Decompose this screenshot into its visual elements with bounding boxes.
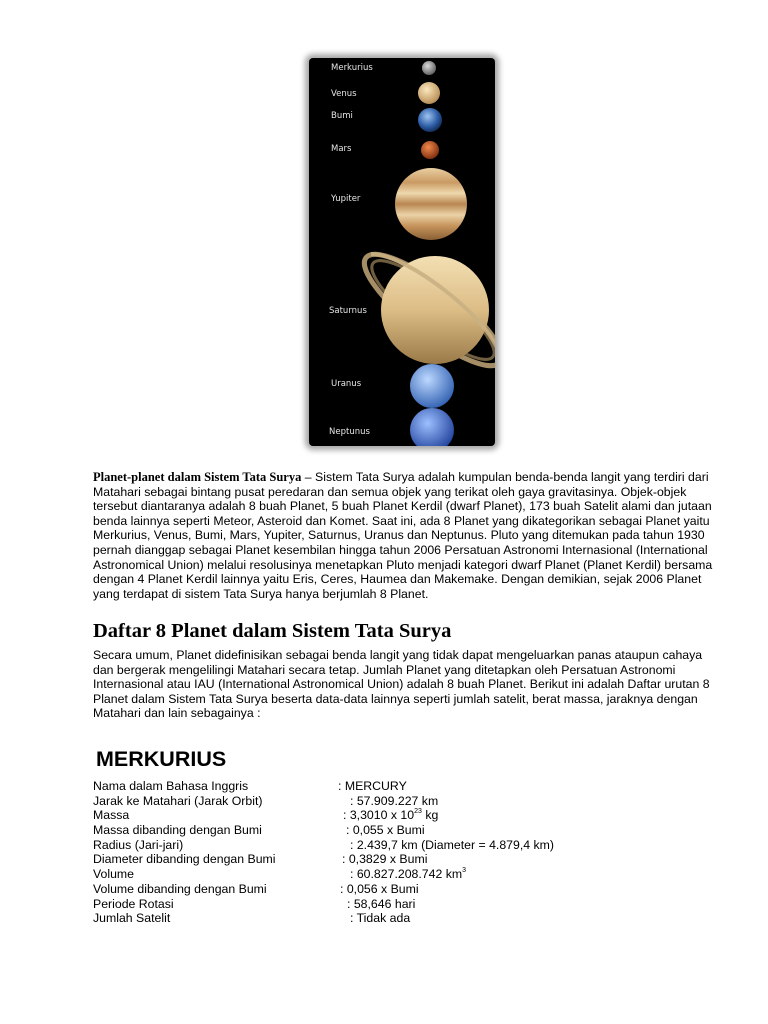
label-yupiter: Yupiter [331, 194, 361, 204]
spec-value: : 58,646 hari [347, 896, 416, 911]
spec-key: Nama dalam Bahasa Inggris [93, 779, 249, 793]
mars-planet [421, 141, 439, 159]
spec-value: : MERCURY [338, 779, 407, 793]
spec-value: : Tidak ada [350, 911, 411, 926]
spec-row [93, 779, 713, 794]
spec-value-main: : 3,3010 x 10 [343, 808, 415, 823]
spec-row [93, 897, 713, 912]
label-bumi: Bumi [331, 111, 353, 121]
spec-key: Volume dibanding dengan Bumi [93, 881, 267, 896]
uranus-planet [410, 364, 454, 408]
venus-planet [418, 82, 440, 104]
spec-value-exponent: 3 [462, 867, 467, 875]
label-merkurius: Merkurius [331, 63, 373, 73]
spec-value: : 0,055 x Bumi [346, 823, 425, 838]
section-heading: Daftar 8 Planet dalam Sistem Tata Surya [93, 620, 452, 642]
spec-key: Jumlah Satelit [93, 911, 171, 926]
spec-key: Jarak ke Matahari (Jarak Orbit) [93, 793, 263, 808]
planets-illustration [309, 58, 495, 446]
spec-key: Diameter dibanding dengan Bumi [93, 852, 276, 867]
spec-row [93, 867, 713, 882]
saturnus-planet [351, 239, 495, 381]
spec-key: Massa dibanding dengan Bumi [93, 823, 262, 838]
merkurius-planet [422, 61, 436, 75]
solar-system-planets-image [309, 58, 495, 446]
label-saturnus: Saturnus [329, 306, 367, 316]
description-paragraph: Secara umum, Planet didefinisikan sebagai benda langit yang tidak dapat mengeluarkan panas ataupun cahaya dan bergerak mengelilingi Matahari secara tetap. Jumlah Planet yang ditetapkan oleh Persatuan Astronomi Internasional atau IAU (International Astronomical Union) adalah 8 buah Planet. Berikut ini adalah Daftar urutan 8 Planet dalam Sistem Tata Surya beserta data-data lainnya seperti jumlah satelit, berat massa, jaraknya dengan Matahari dan lain sebagainya : [93, 648, 710, 721]
spec-row [93, 852, 713, 867]
label-venus: Venus [331, 89, 357, 99]
spec-row [93, 823, 713, 838]
spec-value [343, 808, 438, 823]
spec-value: : 57.909.227 km [350, 793, 439, 808]
spec-value: : 2.439,7 km (Diameter = 4.879,4 km) [350, 837, 555, 852]
label-uranus: Uranus [331, 379, 362, 389]
intro-lead: Planet-planet dalam Sistem Tata Surya [93, 470, 302, 484]
intro-paragraph [93, 470, 713, 601]
spec-row [93, 808, 713, 823]
spec-key: Radius (Jari-jari) [93, 837, 184, 852]
spec-value: : 0,056 x Bumi [340, 881, 419, 896]
bumi-planet [418, 108, 442, 132]
merkurius-specs-table [93, 779, 713, 926]
spec-row [93, 838, 713, 853]
spec-value-unit: kg [421, 808, 439, 823]
neptunus-planet [410, 408, 454, 446]
spec-value-main: : 60.827.208.742 km [350, 867, 463, 882]
label-neptunus: Neptunus [329, 427, 370, 437]
spec-key: Massa [93, 808, 130, 823]
spec-row [93, 882, 713, 897]
merkurius-title: MERKURIUS [96, 747, 227, 771]
spec-row [93, 794, 713, 809]
spec-key: Volume [93, 867, 135, 882]
yupiter-planet [395, 168, 467, 240]
spec-value [350, 867, 466, 882]
spec-row [93, 911, 713, 926]
intro-text: – Sistem Tata Surya adalah kumpulan benda-benda langit yang terdiri dari Matahari sebagai bintang pusat peredaran dan semua objek yang terikat oleh gaya gravitasinya. Objek-objek tersebut diantaranya adalah 8 buah Planet, 5 buah Planet Kerdil (dwarf Planet), 173 buah Satelit alami dan jutaan benda lainnya seperti Meteor, Asteroid dan Komet. Saat ini, ada 8 Planet yang dikategorikan sebagai Planet yaitu Merkurius, Venus, Bumi, Mars, Yupiter, Saturnus, Uranus dan Neptunus. Pluto yang ditemukan pada tahun 1930 pernah dianggap sebagai Planet kesembilan hingga tahun 2006 Persatuan Astronomi Internasional (International Astronomical Union) melalui resolusinya menetapkan Pluto menjadi kategori dwarf Planet (Planet Kerdil) bersama dengan 4 Planet Kerdil lainnya yaitu Eris, Ceres, Haumea dan Makemake. Dengan demikian, sejak 2006 Planet yang terdapat di sistem Tata Surya hanya berjumlah 8 Planet. [93, 470, 713, 601]
spec-key: Periode Rotasi [93, 896, 174, 911]
spec-value: : 0,3829 x Bumi [342, 852, 428, 867]
label-mars: Mars [331, 144, 352, 154]
spec-value-exponent: 23 [414, 808, 422, 816]
